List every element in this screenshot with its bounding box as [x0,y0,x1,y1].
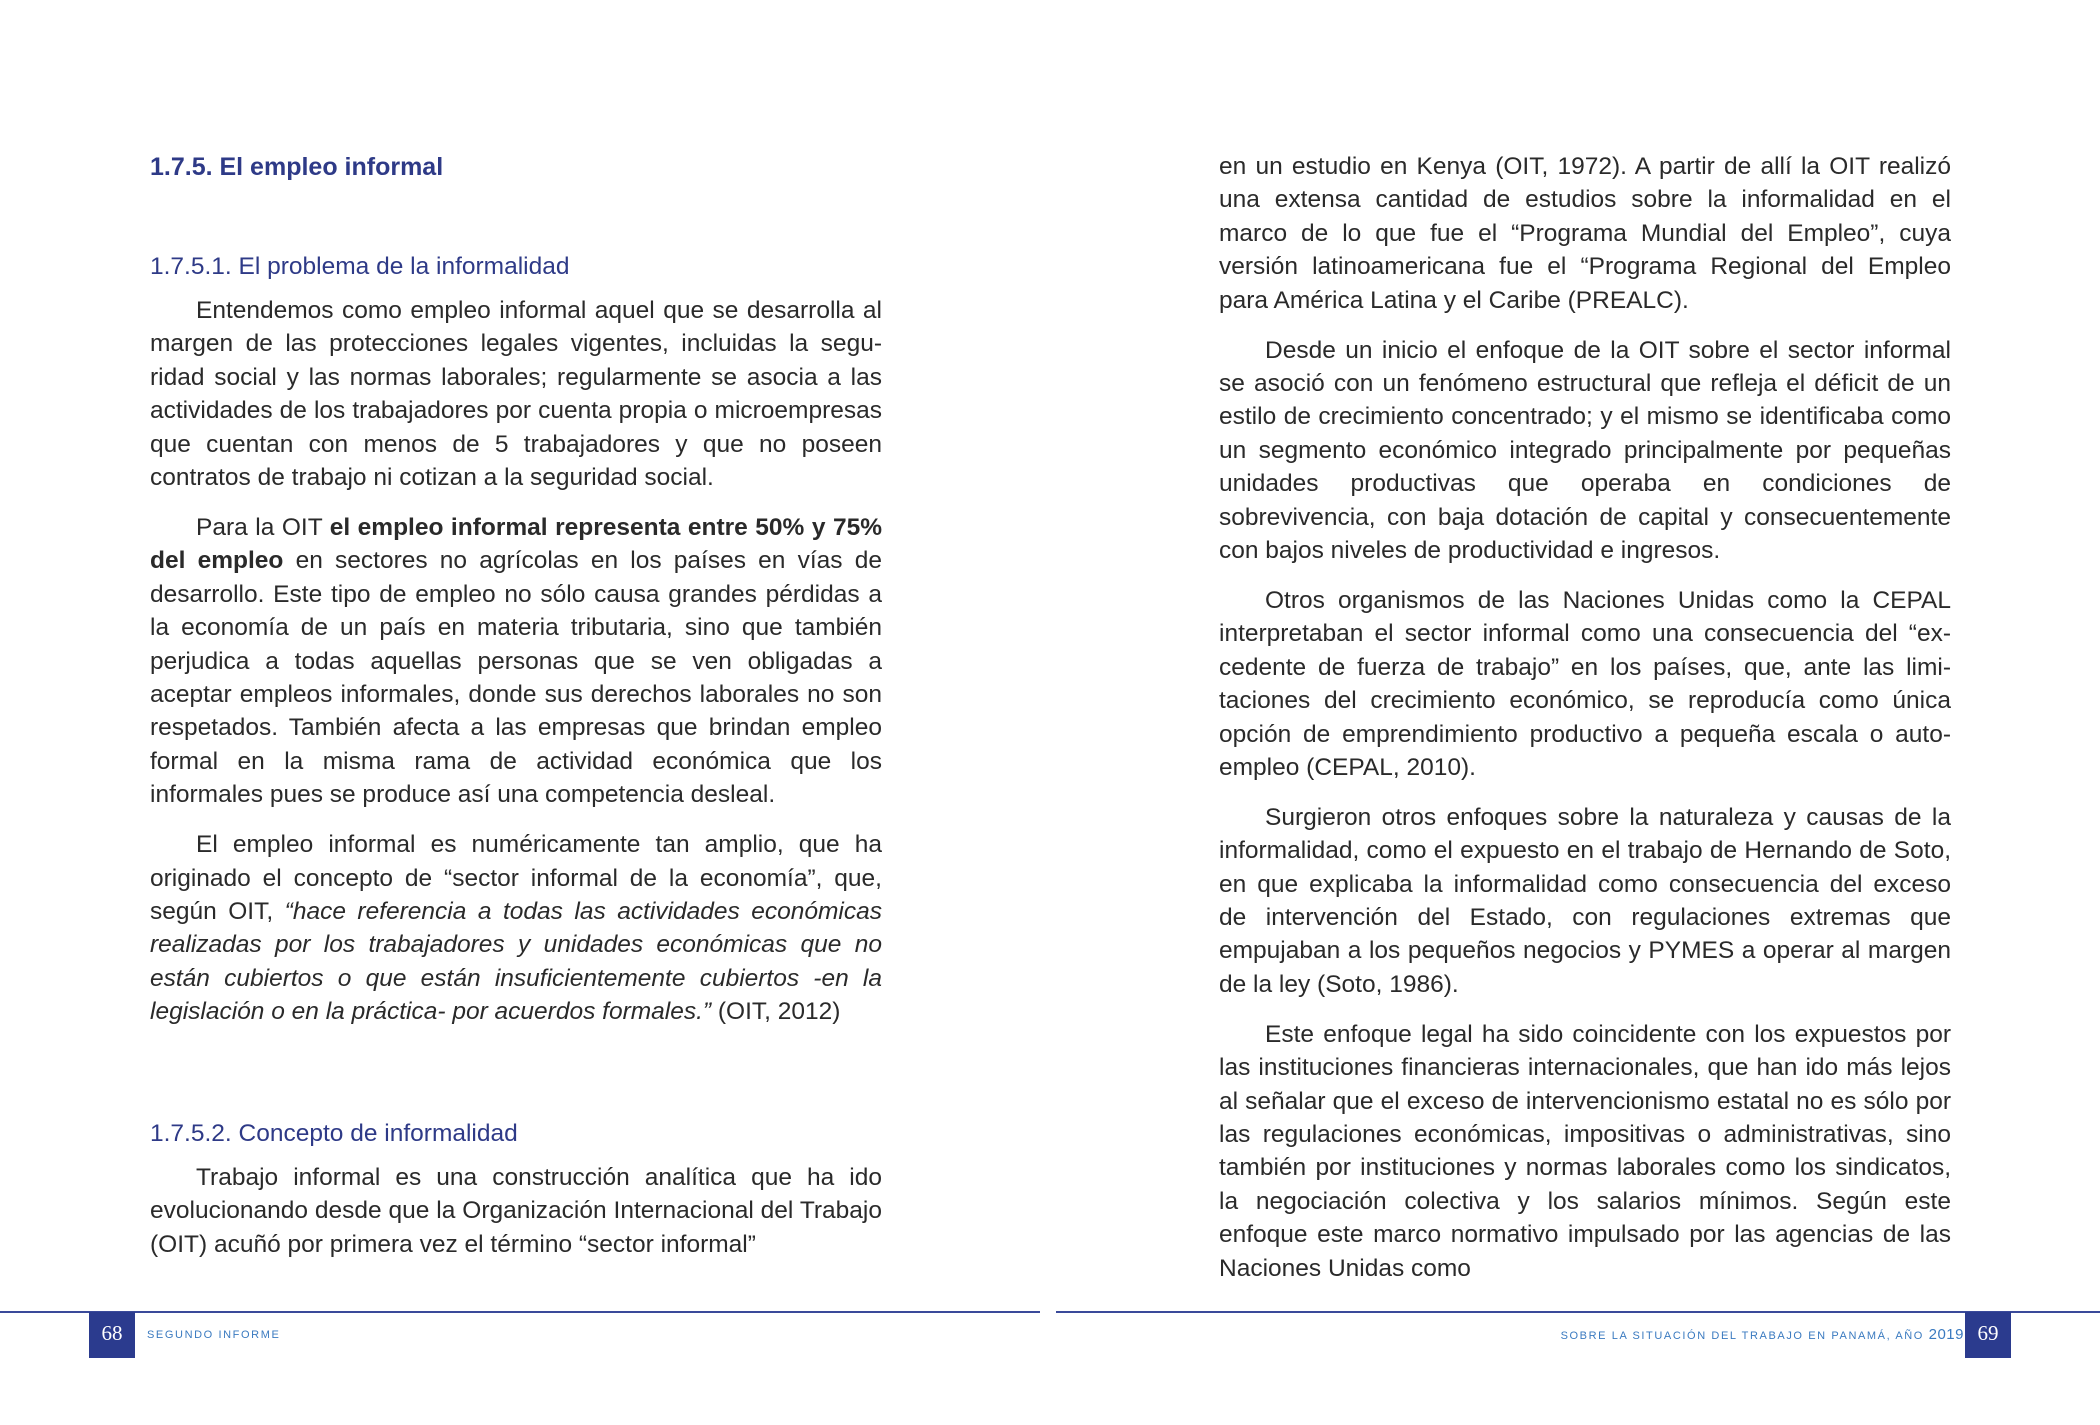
left-page-column [150,150,882,1278]
paragraph [150,828,882,1028]
footer-text-left: SEGUNDO INFORME [147,1329,281,1341]
page-number-left: 68 [89,1312,135,1358]
footer-rule-left [0,1311,1040,1313]
section-heading: 1.7.5. El empleo informal [150,153,444,181]
paragraph: Trabajo informal es una construcción analítica que ha ido evolucionando desde que la Organización Internacional del Trabajo (OIT) acuñó por primera vez el término “sector informal” [150,1164,882,1258]
bold-emphasis: el empleo informal representa entre 50% y 75% del empleo [150,513,882,575]
spacer [150,1045,882,1117]
footer-rule-right [1056,1311,2100,1313]
paragraph: Surgieron otros enfoques sobre la naturaleza y causas de la informalidad, como el expuesto en el trabajo de Hernando de Soto, en que explicaba la informalidad como consecuencia del exceso de intervención del Estado, con regulaciones extremas que empujaban a los pequeños negocios y PYMES a operar al margen de la ley (Soto, 1986). [1219,803,1951,998]
footer-year: 2019 [1928,1326,1964,1343]
citation: (OIT, 2012) [711,998,841,1026]
footer-title: SOBRE LA SITUACIÓN DEL TRABAJO EN PANAMÁ, AÑO [1560,1330,1924,1342]
paragraph: en un estudio en Kenya (OIT, 1972). A partir de allí la OIT realizó una extensa cantidad de estudios sobre la informalidad en el marco de lo que fue el “Programa Mundial del Empleo”, cuya versión latinoamericana fue el “Programa Regional del Empleo para América Latina y el Caribe (PREALC). [1219,153,1951,314]
paragraph-text: Para la OIT [196,513,330,541]
paragraph-text: en sectores no agrícolas en los países en vías de desarrollo. Este tipo de empleo no sólo causa grandes pérdidas a la economía de un país en materia tributaria, sino que también perjudica a todas aquellas personas que se ven obligadas a aceptar empleos informales, donde sus derechos laborales no son respetados. También afecta a las empresas que brindan empleo formal en la misma rama de actividad económica que los informales pues se produce así una competencia desleal. [150,547,882,809]
right-page-column [1219,150,1951,1302]
paragraph: Entendemos como empleo informal aquel que se desarrolla al margen de las protecciones legales vigentes, incluidas la seguridad social y las normas laborales; regularmente se asocia a las actividades de los trabajadores por cuenta propia o microempresas que cuentan con menos de 5 trabajadores y que no poseen contratos de trabajo ni cotizan a la seguridad social. [150,297,882,492]
subsection-heading-informality-problem: 1.7.5.1. El problema de la informalidad [150,253,570,280]
paragraph: Desde un inicio el enfoque de la OIT sobre el sector informal se asoció con un fenómeno estructural que refleja el déficit de un estilo de crecimiento concentrado; y el mismo se identificaba como un segmento económico integrado principalmente por pequeñas unidades productivas que operaba en condiciones de sobrevivencia, con baja dotación de capital y consecuentemente con bajos niveles de productividad e ingresos. [1219,336,1951,564]
footer-text-right [1561,1327,1964,1344]
italic-quote: “hace referencia a todas las actividades económicas realizadas por los trabajadores y unidades económicas que no están cubiertos o que están insuficientemente cubiertos -en la legislación o en la práctica- por acuerdos formales.” [150,897,882,1026]
paragraph: Este enfoque legal ha sido coincidente con los expuestos por las instituciones financieras internacionales, que han ido más lejos al señalar que el exceso de intervencionismo estatal no es sólo por las regulaciones económicas, impositivas o administrativas, sino también por instituciones y normas laborales como los sindicatos, la negociación colectiva y los salarios mínimos. Según este enfoque este marco normativo impulsado por las agencias de las Naciones Unidas como [1219,1020,1951,1282]
paragraph: Otros organismos de las Naciones Unidas como la CEPAL interpretaban el sector informal como una consecuencia del “excedente de fuerza de trabajo” en los países, que, ante las limitaciones del crecimiento económico, se reproducía como única opción de emprendimiento productivo a pequeña escala o autoempleo (CEPAL, 2010). [1219,586,1951,781]
subsection-heading-informality-concept: 1.7.5.2. Concepto de informalidad [150,1120,518,1148]
spacer [150,184,882,250]
page-number-right: 69 [1965,1312,2011,1358]
paragraph-text: El empleo informal es numéricamente tan amplio, que ha originado el concepto de “sector informal de la economía”, que, según OIT, [150,831,882,925]
paragraph [150,511,882,812]
